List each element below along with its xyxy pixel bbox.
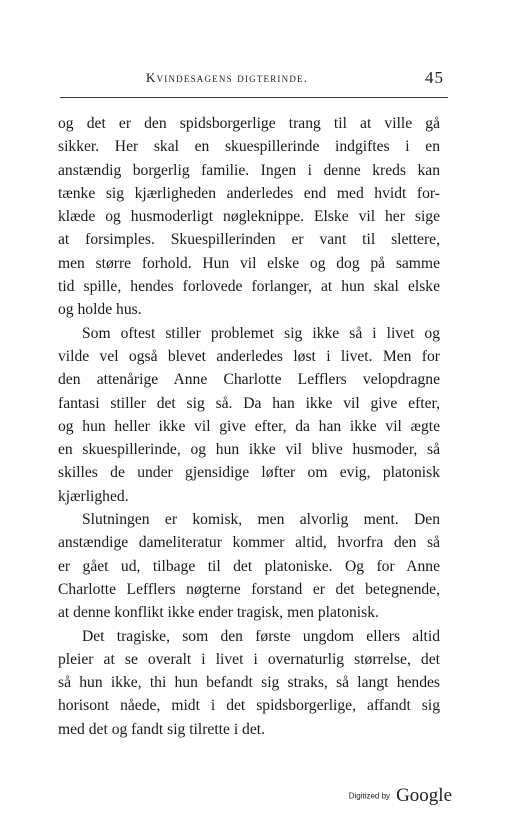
text-line: tid spille, hendes forlovede forlanger, at hun skal elske [58, 278, 440, 296]
text-line: den attenårige Anne Charlotte Lefflers velopdragne [58, 371, 440, 389]
text-line: pleier at se overalt i livet i overnaturlig størrelse, det [58, 650, 440, 668]
text-line: Slutningen er komisk, men alvorlig ment. Den [82, 511, 440, 529]
body-text [58, 112, 440, 741]
text-line: og holde hus. [58, 301, 142, 319]
digitized-by-watermark [349, 785, 452, 807]
text-line: Charlotte Lefflers nøgterne forstand er det betegnende, [58, 580, 440, 598]
text-line: tænke sig kjærligheden anderledes end med hvidt for- [58, 184, 440, 202]
running-head [60, 62, 448, 92]
text-line: kjærlighed. [58, 487, 129, 505]
text-line: med det og fandt sig tilrette i det. [58, 720, 265, 738]
text-line: sikker. Her skal en skuespillerinde indgiftes i en [58, 138, 440, 156]
text-line: og hun heller ikke vil give efter, da han ikke vil ægte [58, 417, 440, 435]
page-number: 45 [425, 68, 444, 87]
digitized-by-label: Digitized by [348, 791, 391, 801]
text-line: anstændig borgerlig familie. Ingen i denne kreds kan [58, 161, 440, 179]
text-line: anstændige dameliteratur kommer altid, hvorfra den så [58, 534, 440, 552]
text-line: fantasi stiller det sig så. Da han ikke vil give efter, [58, 394, 440, 412]
google-logo: Google [396, 785, 452, 806]
text-line: horisont nåede, midt i det spidsborgerlige, affandt sig [58, 697, 440, 715]
text-line: Som oftest stiller problemet sig ikke så i livet og [82, 324, 440, 342]
text-line: skilles de under gjensidige løfter om evig, platonisk [58, 464, 440, 482]
running-title: Kvindesagens digterinde. [146, 70, 309, 85]
text-line: klæde og husmoderligt nøgleknippe. Elske vil her sige [58, 208, 440, 226]
text-line: Det tragiske, som den første ungdom ellers altid [82, 627, 440, 645]
text-line: at denne konflikt ikke ender tragisk, men platonisk. [58, 604, 379, 622]
header-rule [60, 97, 448, 98]
text-line: vilde vel også blevet anderledes løst i livet. Men for [58, 347, 440, 365]
text-line: så hun ikke, thi hun befandt sig straks, så langt hendes [58, 674, 440, 692]
text-line: at forsimples. Skuespillerinden er vant til slettere, [58, 231, 440, 249]
text-line: er gået ud, tilbage til det platoniske. Og for Anne [58, 557, 440, 575]
text-line: men større forhold. Hun vil elske og dog på samme [58, 254, 440, 272]
text-line: og det er den spidsborgerlige trang til at ville gå [58, 115, 440, 132]
text-line: en skuespillerinde, og hun ikke vil blive husmoder, så [58, 441, 440, 459]
